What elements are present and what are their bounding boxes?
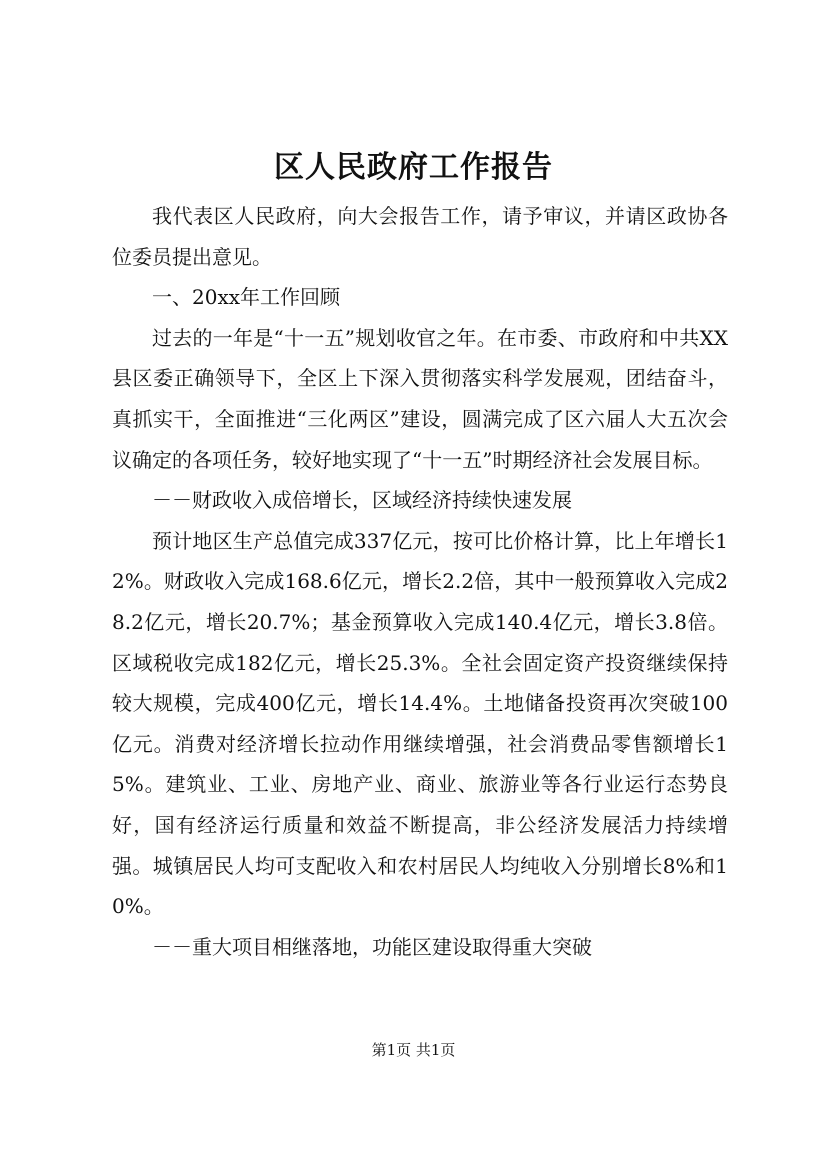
document-body [112, 196, 728, 967]
subheading-projects: －－重大项目相继落地，功能区建设取得重大突破 [152, 934, 592, 959]
subheading-fiscal: －－财政收入成倍增长，区域经济持续快速发展 [152, 488, 572, 513]
document-title: 区人民政府工作报告 [274, 150, 553, 185]
section-heading-review: 一、20xx年工作回顾 [152, 285, 341, 310]
paragraph-intro: 我代表区人民政府，向大会报告工作，请予审议，并请区政协各位委员提出意见。 [112, 204, 728, 269]
paragraph-overview: 过去的一年是“十一五”规划收官之年。在市委、市政府和中共XX县区委正确领导下，全区上下深入贯彻落实科学发展观，团结奋斗，真抓实干，全面推进“三化两区”建设，圆满完成了区六届人大五次会议确定的各项任务，较好地实现了“十一五”时期经济社会发展目标。 [112, 325, 728, 472]
paragraph-fiscal-details: 预计地区生产总值完成337亿元，按可比价格计算，比上年增长12%。财政收入完成168.6亿元，增长2.2倍，其中一般预算收入完成28.2亿元，增长20.7%；基金预算收入完成140.4亿元，增长3.8倍。区域税收完成182亿元，增长25.3%。全社会固定资产投资继续保持较大规模，完成400亿元，增长14.4%。土地储备投资再次突破100亿元。消费对经济增长拉动作用继续增强，社会消费品零售额增长15%。建筑业、工业、房地产业、商业、旅游业等各行业运行态势良好，国有经济运行质量和效益不断提高，非公经济发展活力持续增强。城镇居民人均可支配收入和农村居民人均纯收入分别增长8%和10%。 [112, 528, 728, 919]
page-footer: 第1页 共1页 [371, 1041, 456, 1059]
